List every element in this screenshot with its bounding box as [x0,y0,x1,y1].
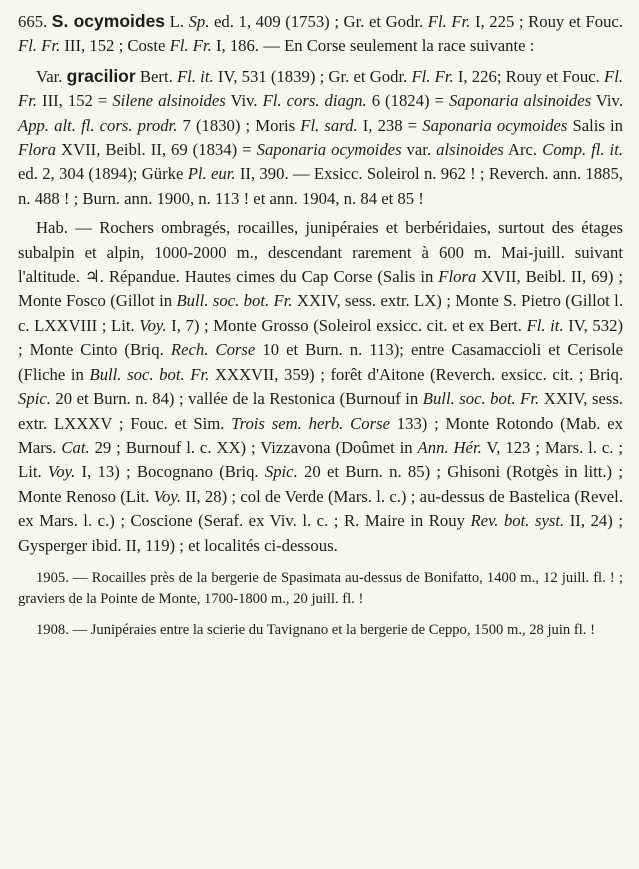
text-run: L. [165,12,189,31]
note-1905: 1905. — Rocailles près de la bergerie de Spasimata au-dessus de Bonifatto, 1400 m., 12 juill. fl. ! ; graviers de la Pointe de Monte, 1700-1800 m., 20 juill. fl. ! [18,569,623,607]
text-run: XXIV, sess. extr. LX) ; Monte S. Pietro (Gillot l. c. LXXVIII ; Lit. [18,291,623,335]
text-run: Hab. — Rochers ombragés, rocailles, junipéraies et berbéridaies, surtout des étages subalpin et alpin, 1000-2000 m., descendant rarement à 600 m. Mai-juill. suivant l'altitude. ♃. Répandue. Hautes cimes du Cap Corse (Salis in [18,218,623,287]
citation-title: Rech. Corse [170,340,256,360]
text-run: I, 13) ; Bocognano (Briq. [75,462,265,482]
citation-title: Cat. [61,437,90,457]
field-notes [18,568,623,640]
text-run: ed. 1, 409 (1753) ; Gr. et Godr. [209,12,428,31]
text-run: 20 et Burn. n. 85) ; Ghisoni (Rotgès in litt.) ; Monte Renoso (Lit. [18,462,624,506]
text-run: II, 28) ; col de Verde (Mars. l. c.) ; au-dessus de Bastelica (Revel. ex Mars. l. c.) ; Coscione (Seraf. ex Viv. l. c. ; R. Maire in Rouy [18,486,623,531]
citation-title: Voy. [153,486,182,506]
text-run: XXXVII, 359) ; forêt d'Aitone (Reverch. exsicc. cit. ; Briq. [209,364,624,384]
text-run: III, 152 = [37,91,113,111]
citation-title: Fl. sard. [300,115,358,135]
text-run: 29 ; Burnouf l. c. XX) ; Vizzavona (Doûmet in [89,437,418,457]
text-run: II, 24) ; Gysperger ibid. II, 119) ; et localités ci-dessous. [18,511,624,555]
citation-title: Saponaria ocymoides [422,115,568,135]
citation-title: Ann. Hér. [417,437,482,457]
text-run: Bert. [135,66,177,86]
text-run: Var. [36,66,67,86]
species-paragraph [18,9,623,59]
text-run: Viv. [591,91,623,111]
citation-title: Fl. it. [526,315,564,335]
text-run: V, 123 ; Mars. l. c. ; Lit. [18,437,624,482]
text-run: XXIV, sess. extr. LXXXV ; Fouc. et Sim. [18,389,624,433]
main-text [18,9,623,558]
citation-title: Fl. Fr. [18,66,624,111]
text-run: II, 390. — Exsicc. Soleirol n. 962 ! ; Reverch. ann. 1885, n. 488 ! ; Burn. ann. 1900, n. 113 ! et ann. 1904, n. 84 et 85 ! [18,164,623,208]
text-run: XVII, Beibl. II, 69 (1834) = [56,140,257,160]
text-run: 133) ; Monte Rotondo (Mab. ex Mars. [18,413,623,457]
citation-title: Voy. [47,462,76,482]
text-run: I, 225 ; Rouy et Fouc. [470,12,624,31]
text-run: var. [401,140,437,160]
citation-title: Fl. Fr. [169,36,212,56]
text-run: I, 226; Rouy et Fouc. [453,66,604,86]
citation-title: Pl. eur. [187,164,236,184]
habitat-paragraph [18,216,623,558]
text-run: I, 238 = [357,115,423,135]
citation-title: App. alt. fl. cors. prodr. [18,115,178,135]
citation-title: alsinoides [436,140,504,160]
text-run: Arc. [503,140,543,160]
text-run: 20 et Burn. n. 84) ; vallée de la Restonica (Burnouf in [50,389,423,409]
note-1908: 1908. — Junipéraies entre la scierie du Tavignano et la bergerie de Ceppo, 1500 m., 28 juin fl. ! [36,621,595,638]
citation-title: Flora [438,267,477,287]
citation-title: Fl. Fr. [427,12,471,31]
citation-title: Fl. Fr. [18,36,61,56]
text-run: I, 186. — En Corse seulement la race suivante : [211,36,535,56]
text-run: 665. [18,12,52,31]
citation-title: Spic. [264,462,298,482]
text-run: Salis in [567,115,624,135]
citation-title: Voy. [139,315,167,335]
text-run: XVII, Beibl. II, 69) ; Monte Fosco (Gillot in [18,267,623,311]
taxon-name: S. ocymoides [51,11,166,31]
citation-title: Silene alsinoides [112,91,226,111]
citation-title: Saponaria ocymoides [256,140,402,160]
text-run: III, 152 ; Coste [60,36,170,56]
text-run: 7 (1830) ; Moris [177,115,301,135]
citation-title: Bull. soc. bot. Fr. [176,291,293,311]
variety-paragraph [18,64,623,211]
taxon-name: gracilior [66,65,136,86]
citation-title: Rev. bot. syst. [470,511,565,531]
text-run: 6 (1824) = [366,91,449,111]
text-run: Viv. [225,91,263,111]
text-run: IV, 531 (1839) ; Gr. et Godr. [213,66,412,86]
text-run: I, 7) ; Monte Grosso (Soleirol exsicc. cit. et ex Bert. [166,315,527,335]
citation-title: Bull. soc. bot. Fr. [422,389,540,409]
citation-title: Comp. fl. it. [542,140,624,160]
citation-title: Spic. [18,389,51,409]
citation-title: Flora [18,140,57,160]
citation-title: Fl. Fr. [411,66,454,86]
citation-title: Sp. [188,12,210,31]
citation-title: Fl. it. [176,66,214,86]
citation-title: Saponaria alsinoides [448,91,592,111]
text-run: ed. 2, 304 (1894); Gürke [18,164,188,184]
citation-title: Fl. cors. diagn. [262,91,367,111]
text-run: IV, 532) ; Monte Cinto (Briq. [18,315,624,360]
text-run: 10 et Burn. n. 113); entre Casamaccioli et Cerisole (Fliche in [18,340,623,384]
citation-title: Trois sem. herb. Corse [231,413,390,433]
citation-title: Bull. soc. bot. Fr. [89,364,210,384]
